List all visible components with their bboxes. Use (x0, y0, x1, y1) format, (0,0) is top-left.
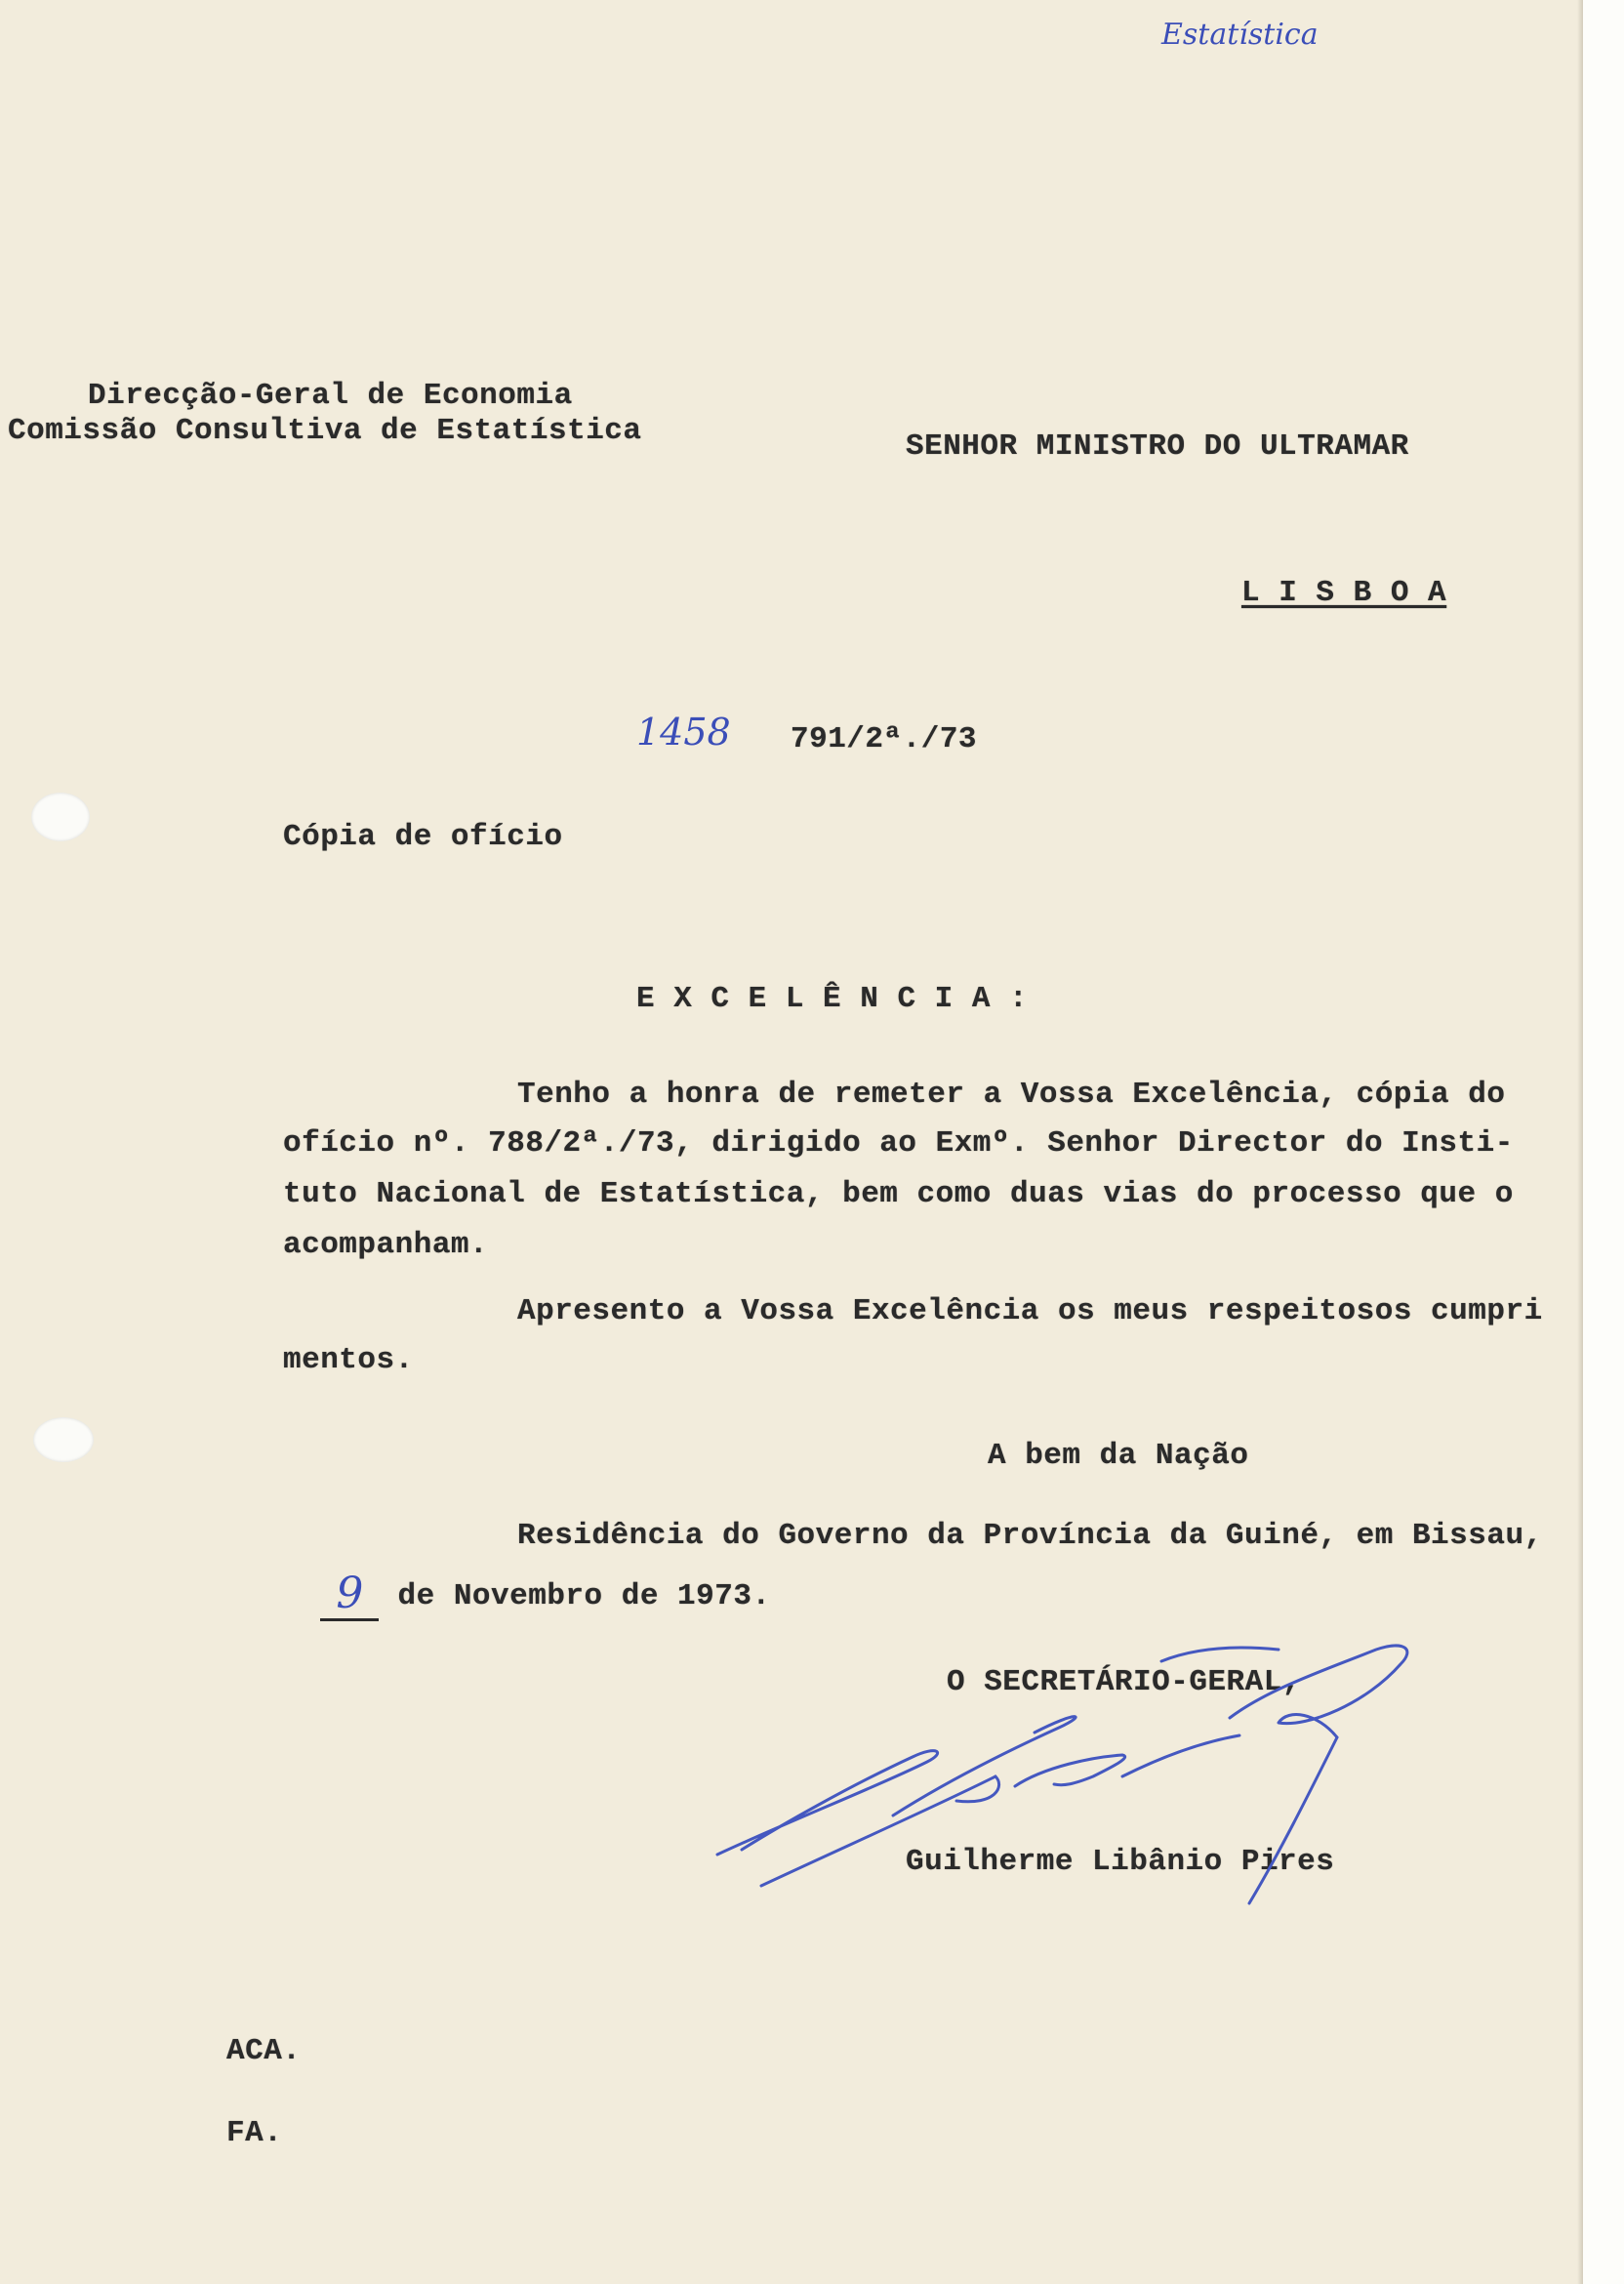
body-p1-line4: acompanham. (283, 1228, 489, 1262)
body-p1-line2: ofício nº. 788/2ª./73, dirigido ao Exmº. Senhor Director do Insti- (283, 1126, 1514, 1161)
date-month-year: de Novembro de 1973. (379, 1579, 771, 1613)
reference-number: 791/2ª./73 (791, 722, 978, 756)
footer-line-2: FA. (226, 2116, 283, 2150)
signature-title: O SECRETÁRIO-GERAL, (947, 1665, 1301, 1699)
subject: Cópia de ofício (283, 820, 563, 854)
punch-hole-lower (33, 1417, 94, 1462)
signature-name: Guilherme Libânio Pires (906, 1845, 1335, 1879)
recipient-title: SENHOR MINISTRO DO ULTRAMAR (906, 429, 1409, 464)
footer-line-1: ACA. (226, 2034, 302, 2068)
reference-handwritten-number: 1458 (636, 711, 731, 754)
body-p1-line3: tuto Nacional de Estatística, bem como duas vias do processo que o (283, 1177, 1514, 1211)
salutation: E X C E L Ê N C I A : (636, 982, 1029, 1016)
body-p1-line1: Tenho a honra de remeter a Vossa Excelência, cópia do (517, 1078, 1506, 1112)
date-day-handwritten: 9 (320, 1570, 379, 1621)
body-p2-line1: Apresento a Vossa Excelência os meus respeitosos cumpri (517, 1294, 1543, 1328)
annotation-top: Estatística (1161, 18, 1319, 52)
place-date-line2 (283, 1552, 771, 1639)
punch-hole-upper (31, 793, 90, 841)
body-p2-line2: mentos. (283, 1343, 414, 1377)
sender-line-2: Comissão Consultiva de Estatística (8, 414, 642, 448)
closing: A bem da Nação (988, 1439, 1249, 1473)
place-date-line1: Residência do Governo da Província da Guiné, em Bissau, (517, 1519, 1543, 1553)
handwritten-signature (703, 1620, 1444, 1913)
sender-line-1: Direcção-Geral de Economia (88, 379, 573, 413)
recipient-city: L I S B O A (1241, 576, 1447, 610)
